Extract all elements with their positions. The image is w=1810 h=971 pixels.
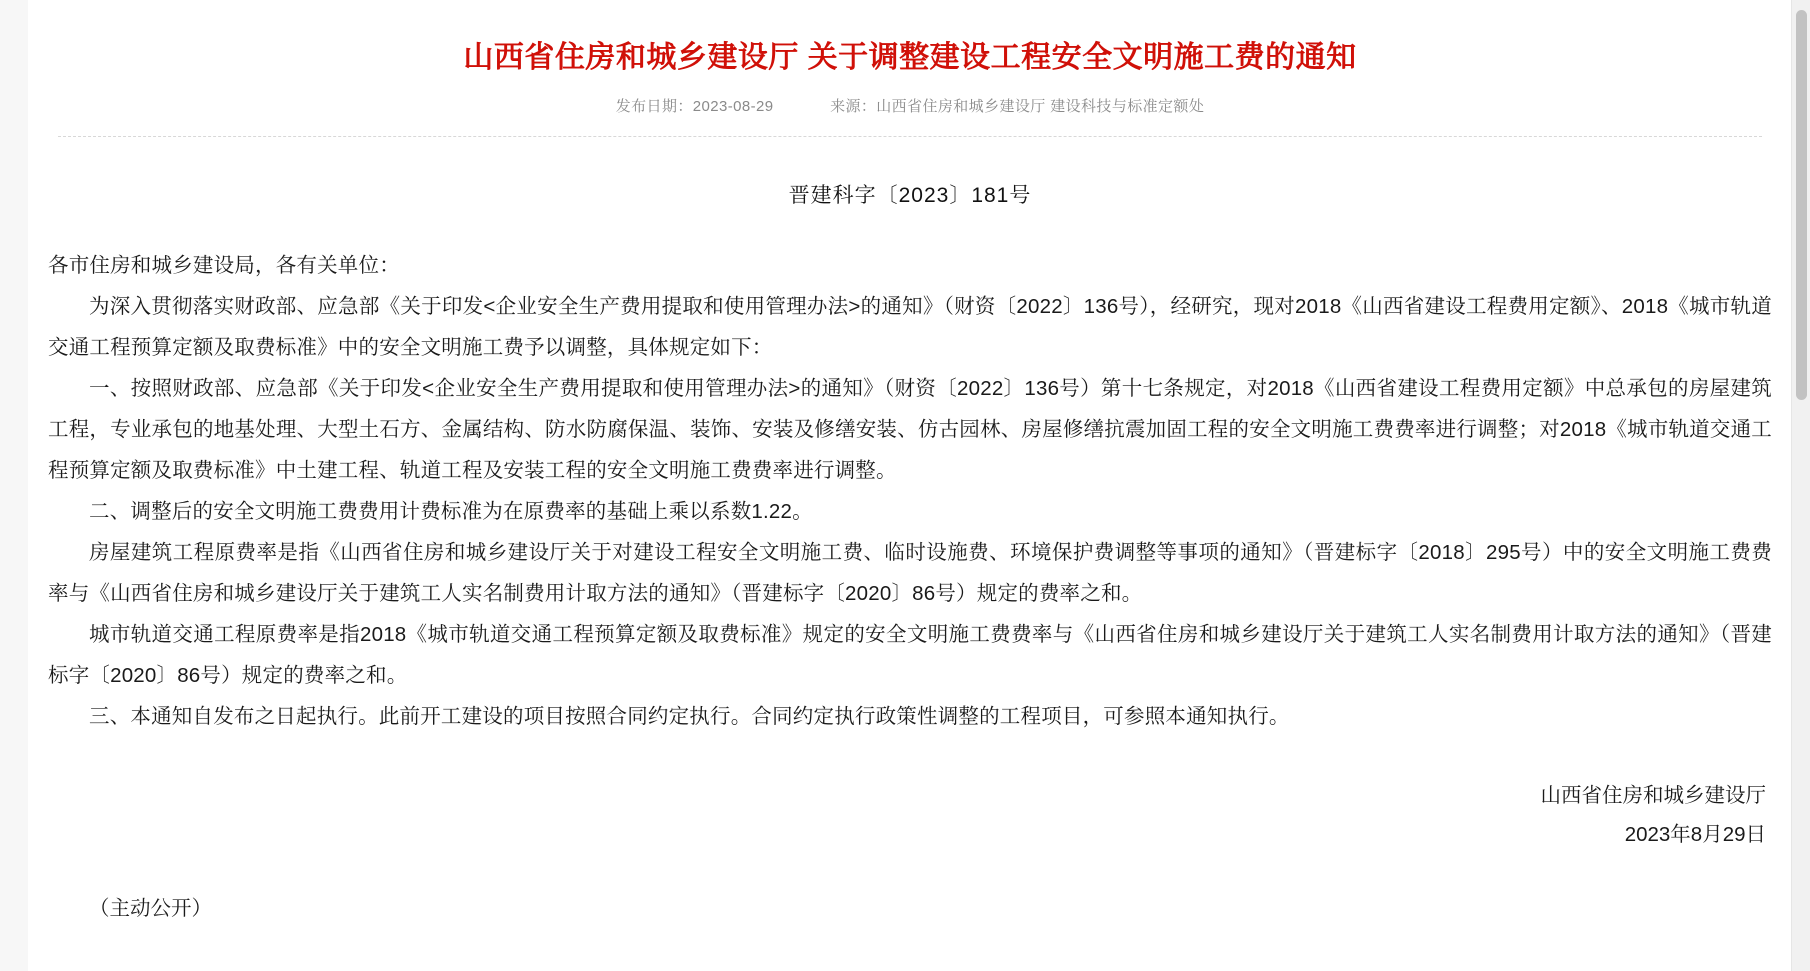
publish-date: 发布日期：2023-08-29	[615, 98, 774, 115]
footer-note: （主动公开）	[89, 896, 212, 920]
signature-block	[48, 777, 1772, 855]
document-number: 晋建科字〔2023〕181号	[788, 184, 1032, 207]
paragraph-item-1: 一、按照财政部、应急部《关于印发<企业安全生产费用提取和使用管理办法>的通知》（财资〔2022〕136号）第十七条规定，对2018《山西省建设工程费用定额》中总承包的房屋建筑工程，专业承包的地基处理、大型土石方、金属结构、防水防腐保温、装饰、安装及修缮安装、仿古园林、房屋修缮抗震加固工程的安全文明施工费费率进行调整；对2018《城市轨道交通工程预算定额及取费标准》中土建工程、轨道工程及安装工程的安全文明施工费费率进行调整。	[48, 377, 1772, 482]
document-meta	[48, 95, 1772, 116]
left-rail	[0, 0, 28, 971]
source-label: 来源：山西省住房和城乡建设厅 建设科技与标准定额处	[830, 98, 1205, 115]
document-body	[48, 245, 1772, 737]
scrollbar-thumb[interactable]	[1796, 10, 1807, 400]
paragraph-salutation: 各市住房和城乡建设局，各有关单位：	[48, 254, 400, 277]
document-content	[28, 0, 1792, 971]
paragraph-rail-rate: 城市轨道交通工程原费率是指2018《城市轨道交通工程预算定额及取费标准》规定的安全文明施工费费率与《山西省住房和城乡建设厅关于建筑工人实名制费用计取方法的通知》（晋建标字〔2020〕86号）规定的费率之和。	[48, 623, 1772, 687]
paragraph-item-3: 三、本通知自发布之日起执行。此前开工建设的项目按照合同约定执行。合同约定执行政策性调整的工程项目，可参照本通知执行。	[89, 705, 1290, 728]
signature-organization: 山西省住房和城乡建设厅	[1540, 784, 1766, 807]
paragraph-intro: 为深入贯彻落实财政部、应急部《关于印发<企业安全生产费用提取和使用管理办法>的通知》（财资〔2022〕136号），经研究，现对2018《山西省建设工程费用定额》、2018《城市轨道交通工程预算定额及取费标准》中的安全文明施工费予以调整，具体规定如下：	[48, 295, 1772, 359]
paragraph-building-rate: 房屋建筑工程原费率是指《山西省住房和城乡建设厅关于对建设工程安全文明施工费、临时设施费、环境保护费调整等事项的通知》（晋建标字〔2018〕295号）中的安全文明施工费费率与《山西省住房和城乡建设厅关于建筑工人实名制费用计取方法的通知》（晋建标字〔2020〕86号）规定的费率之和。	[48, 541, 1772, 605]
paragraph-item-2: 二、调整后的安全文明施工费费用计费标准为在原费率的基础上乘以系数1.22。	[89, 500, 813, 523]
signature-date: 2023年8月29日	[1624, 822, 1766, 846]
header-divider	[58, 136, 1762, 137]
page-title: 山西省住房和城乡建设厅 关于调整建设工程安全文明施工费的通知	[463, 41, 1357, 74]
vertical-scrollbar[interactable]	[1791, 0, 1810, 971]
